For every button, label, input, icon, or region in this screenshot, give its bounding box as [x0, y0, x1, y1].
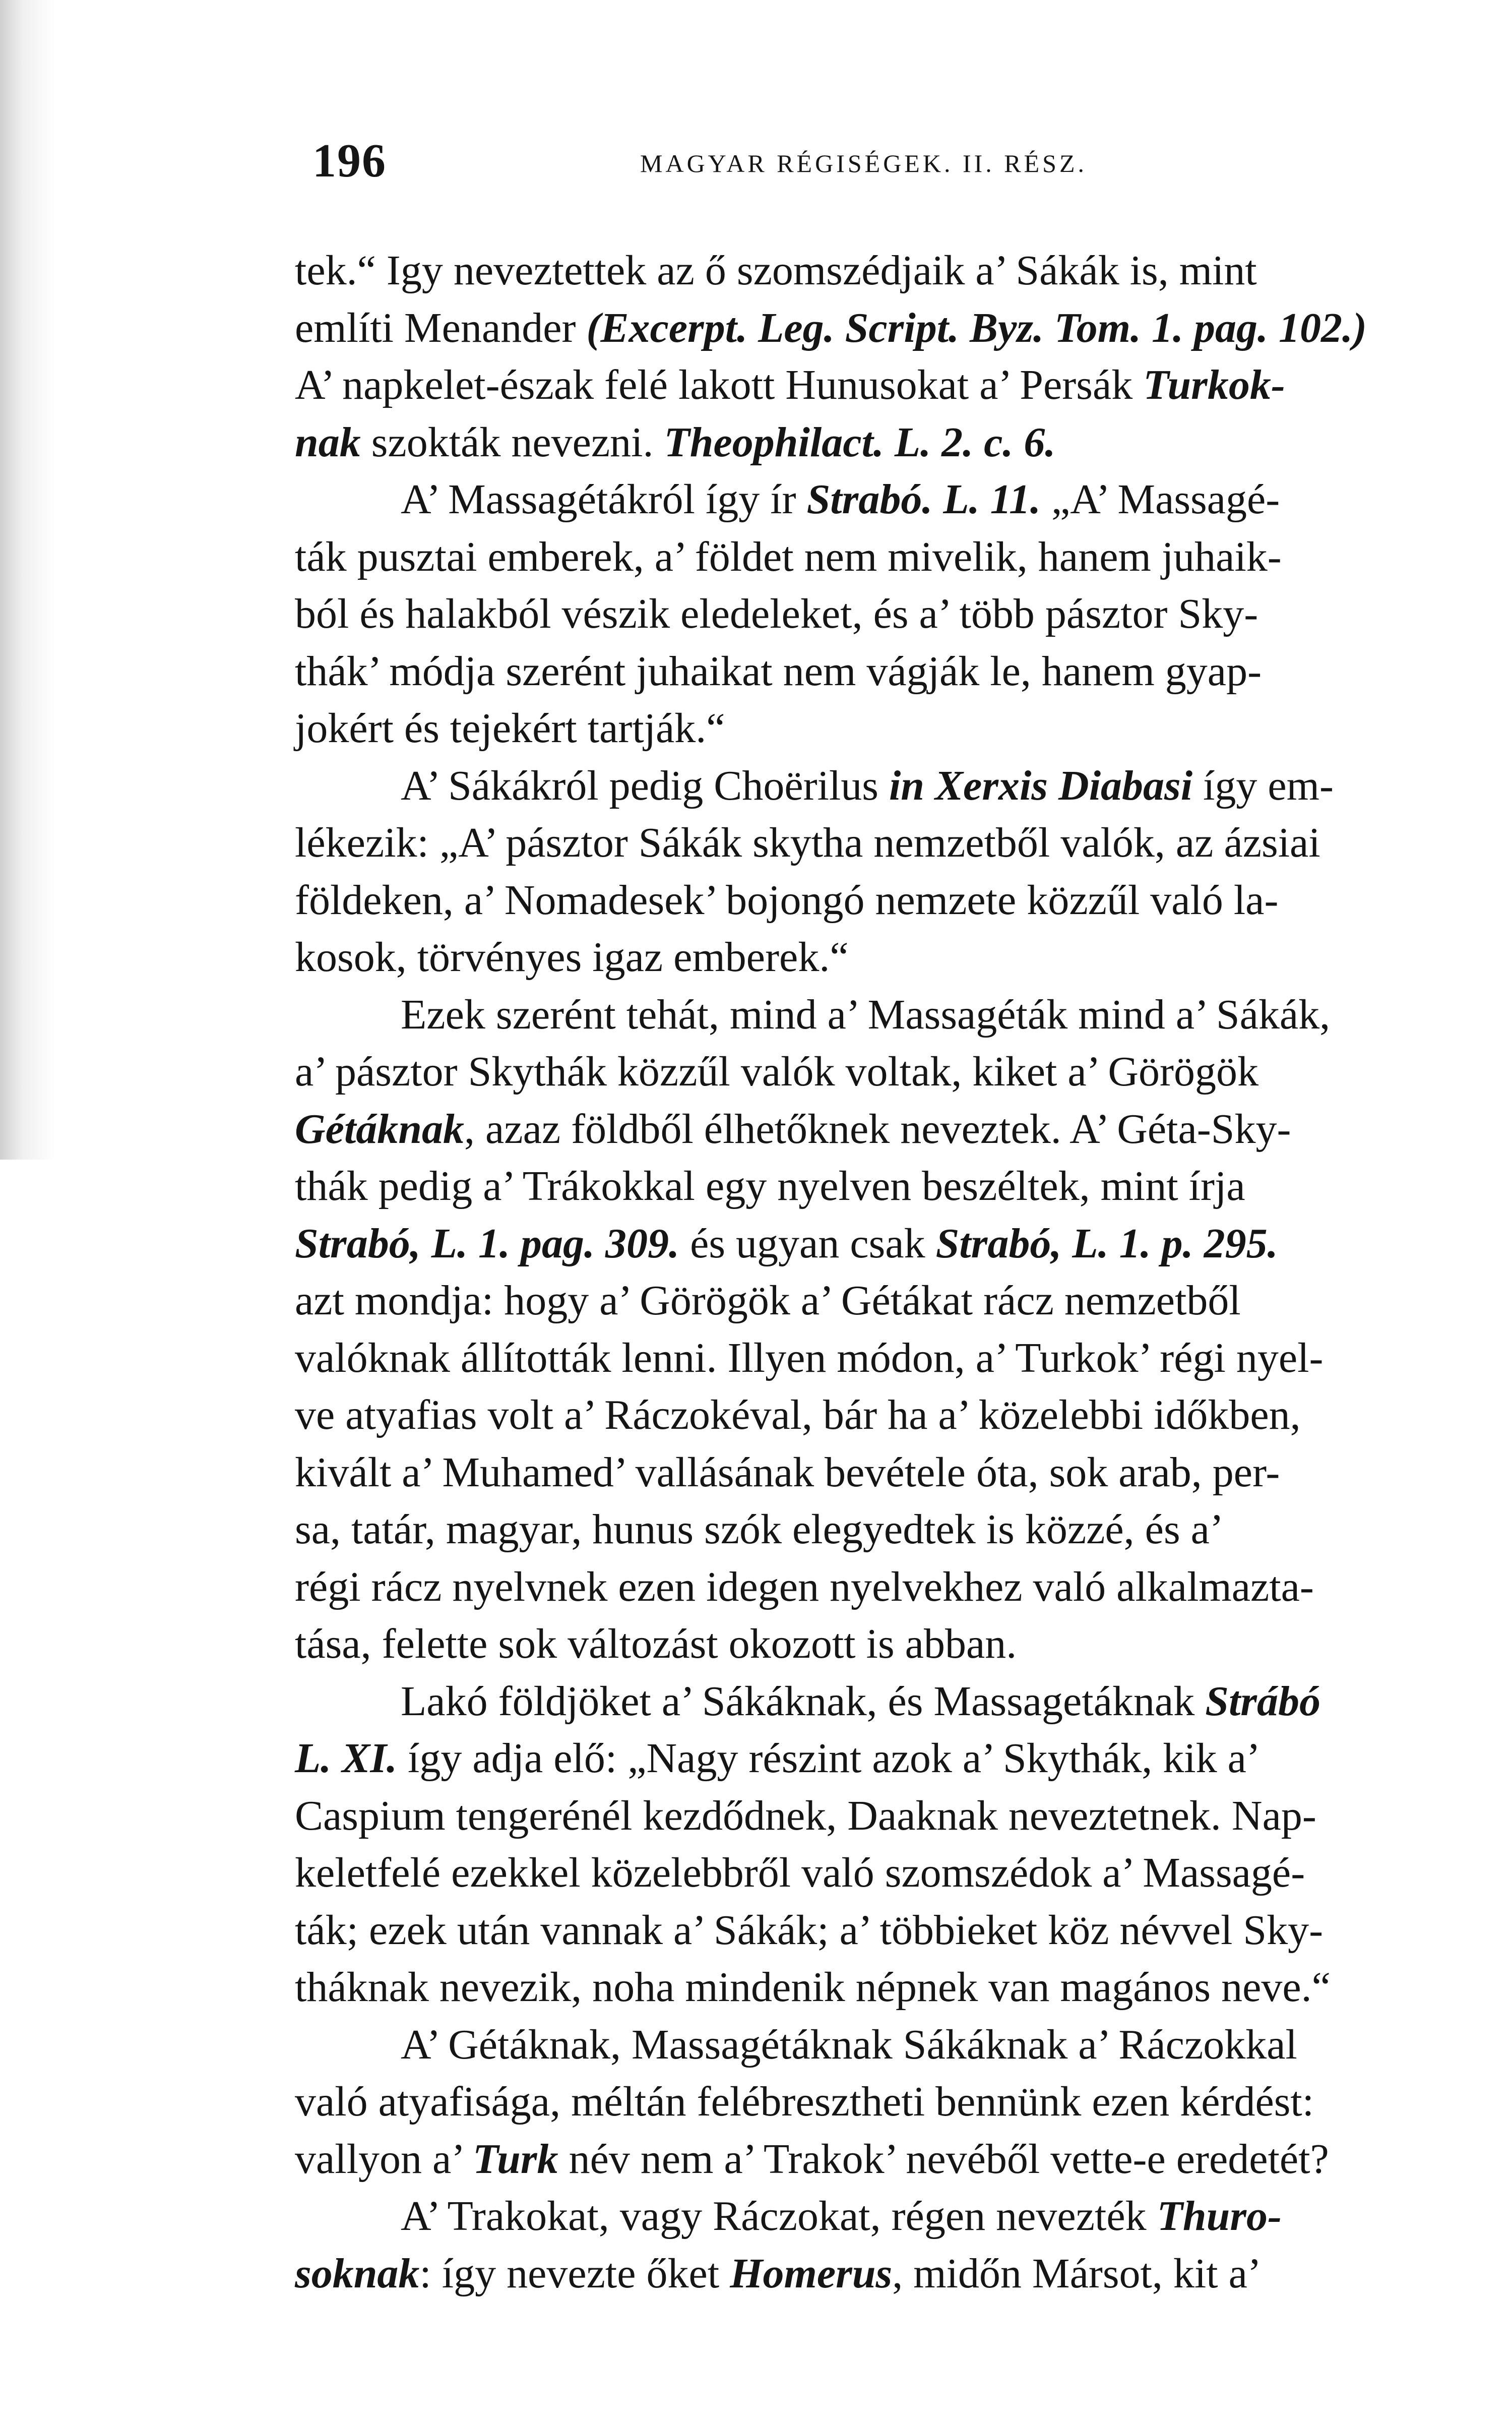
italic-citation: nak: [295, 418, 361, 466]
text-line: [295, 585, 1482, 643]
text-line: [295, 700, 1482, 757]
line-text: és ugyan csak: [679, 1220, 936, 1267]
line-text: jokért és tejekért tartják.“: [295, 705, 725, 752]
text-line: [295, 757, 1482, 815]
line-text: a’ pásztor Skythák közzűl valók voltak, kiket a’ Görögök: [295, 1048, 1259, 1095]
text-line: [295, 1386, 1482, 1444]
text-line: [295, 2188, 1482, 2245]
page-number: 196: [312, 135, 387, 187]
line-text: valóknak állították lenni. Illyen módon, a’ Turkok’ régi nyel-: [295, 1334, 1324, 1381]
text-line: [295, 814, 1482, 872]
italic-citation: L. XI.: [295, 1735, 398, 1782]
text-line: [295, 1615, 1482, 1673]
line-text: említi Menander: [295, 304, 587, 351]
line-text: név nem a’ Trakok’ nevéből vette-e eredetét?: [558, 2135, 1329, 2183]
page-gutter-shadow: [0, 0, 55, 1160]
italic-citation: Strabó, L. 1. pag. 309.: [295, 1220, 680, 1267]
line-text: A’ Massagétákról így ír: [401, 476, 807, 523]
italic-citation: Thuro-: [1157, 2193, 1282, 2240]
line-text: szokták nevezni.: [360, 418, 664, 466]
text-line: [295, 929, 1482, 986]
line-text: thák pedig a’ Trákokkal egy nyelven beszéltek, mint írja: [295, 1163, 1245, 1209]
line-text: tek.“ Igy neveztettek az ő szomszédjaik a’ Sákák is, mint: [295, 247, 1257, 294]
line-text: azt mondja: hogy a’ Görögök a’ Gétákat rácz nemzetből: [295, 1277, 1241, 1324]
line-text: A’ Gétáknak, Massagétáknak Sákáknak a’ Ráczokkal: [401, 2021, 1297, 2068]
text-line: [295, 1558, 1482, 1616]
line-text: keletfelé ezekkel közelebbről való szomszédok a’ Massagé-: [295, 1849, 1305, 1896]
line-text: lékezik: „A’ pásztor Sákák skytha nemzetből valók, az ázsiai: [295, 819, 1320, 866]
italic-citation: Strabó. L. 11.: [806, 476, 1041, 523]
line-text: „A’ Massagé-: [1041, 476, 1280, 523]
line-text: thák’ módja szerént juhaikat nem vágják le, hanem gyap-: [295, 647, 1262, 695]
line-text: tháknak nevezik, noha mindenik népnek van magános neve.“: [295, 1964, 1331, 2011]
text-line: [295, 356, 1482, 414]
italic-citation: Strábó: [1205, 1677, 1320, 1725]
line-text: ták; ezek után vannak a’ Sákák; a’ többieket köz névvel Sky-: [295, 1906, 1324, 1954]
italic-citation: Turkok-: [1143, 361, 1285, 408]
line-text: A’ Sákákról pedig Choërilus: [401, 762, 889, 809]
text-line: [295, 1043, 1482, 1101]
text-line: [295, 1444, 1482, 1501]
text-line: [295, 1158, 1482, 1215]
text-line: [295, 1501, 1482, 1558]
text-line: [295, 1730, 1482, 1787]
line-text: Caspium tengerénél kezdődnek, Daaknak neveztetnek. Nap-: [295, 1792, 1316, 1839]
text-line: [295, 872, 1482, 929]
text-line: [295, 1272, 1482, 1329]
line-text: , midőn Mársot, kit a’: [892, 2250, 1262, 2297]
text-line: [295, 1101, 1482, 1158]
text-line: [295, 1844, 1482, 1902]
italic-citation: Strabó, L. 1. p. 295.: [935, 1220, 1278, 1267]
text-line: [295, 1959, 1482, 2016]
italic-citation: Gétáknak: [295, 1105, 464, 1153]
line-text: A’ Trakokat, vagy Ráczokat, régen nevezték: [401, 2193, 1157, 2240]
text-line: [295, 414, 1482, 471]
page-header: [312, 134, 1396, 189]
italic-citation: Turk: [472, 2135, 558, 2183]
line-text: ták pusztai emberek, a’ földet nem mivelik, hanem juhaik-: [295, 533, 1282, 580]
italic-citation: soknak: [295, 2250, 420, 2297]
line-text: ve atyafias volt a’ Ráczokéval, bár ha a’ közelebbi időkben,: [295, 1392, 1301, 1438]
running-head: MAGYAR RÉGISÉGEK. II. RÉSZ.: [640, 149, 1087, 177]
text-line: [295, 986, 1482, 1044]
text-line: [295, 1673, 1482, 1730]
italic-citation: Theophilact. L. 2. c. 6.: [664, 418, 1056, 466]
italic-citation: (Excerpt. Leg. Script. Byz. Tom. 1. pag. 102.): [586, 304, 1367, 351]
text-line: [295, 2245, 1482, 2303]
italic-citation: Homerus: [730, 2250, 893, 2297]
line-text: tása, felette sok változást okozott is abban.: [295, 1620, 1017, 1667]
body-text: [295, 242, 1482, 2302]
text-line: [295, 528, 1482, 586]
text-line: [295, 2131, 1482, 2188]
line-text: ból és halakból vészik eledeleket, és a’ több pásztor Sky-: [295, 590, 1258, 637]
line-text: Lakó földjöket a’ Sákáknak, és Massagetáknak: [401, 1677, 1206, 1725]
line-text: való atyafisága, méltán felébresztheti bennünk ezen kérdést:: [295, 2078, 1314, 2125]
text-line: [295, 1787, 1482, 1845]
line-text: , azaz földből élhetőknek neveztek. A’ Géta-Sky-: [464, 1105, 1291, 1153]
italic-citation: in Xerxis Diabasi: [889, 762, 1193, 809]
text-line: [295, 1215, 1482, 1273]
text-line: [295, 2073, 1482, 2131]
line-text: sa, tatár, magyar, hunus szók elegyedtek is közzé, és a’: [295, 1506, 1224, 1553]
line-text: így adja elő: „Nagy részint azok a’ Skythák, kik a’: [397, 1735, 1261, 1782]
text-line: [295, 2016, 1482, 2074]
line-text: kosok, törvényes igaz emberek.“: [295, 934, 849, 981]
text-line: [295, 299, 1482, 357]
line-text: földeken, a’ Nomadesek’ bojongó nemzete közzűl való la-: [295, 876, 1279, 924]
text-line: [295, 1329, 1482, 1387]
text-line: [295, 643, 1482, 700]
line-text: kivált a’ Muhamed’ vallásának bevétele óta, sok arab, per-: [295, 1448, 1280, 1496]
text-line: [295, 242, 1482, 299]
line-text: : így nevezte őket: [419, 2250, 730, 2297]
line-text: vallyon a’: [295, 2135, 473, 2183]
text-line: [295, 1902, 1482, 1959]
line-text: így em-: [1192, 762, 1334, 809]
line-text: Ezek szerént tehát, mind a’ Massagéták mind a’ Sákák,: [401, 991, 1331, 1038]
line-text: régi rácz nyelvnek ezen idegen nyelvekhez való alkalmazta-: [295, 1563, 1314, 1610]
text-line: [295, 471, 1482, 528]
line-text: A’ napkelet-észak felé lakott Hunusokat a’ Persák: [295, 361, 1144, 408]
